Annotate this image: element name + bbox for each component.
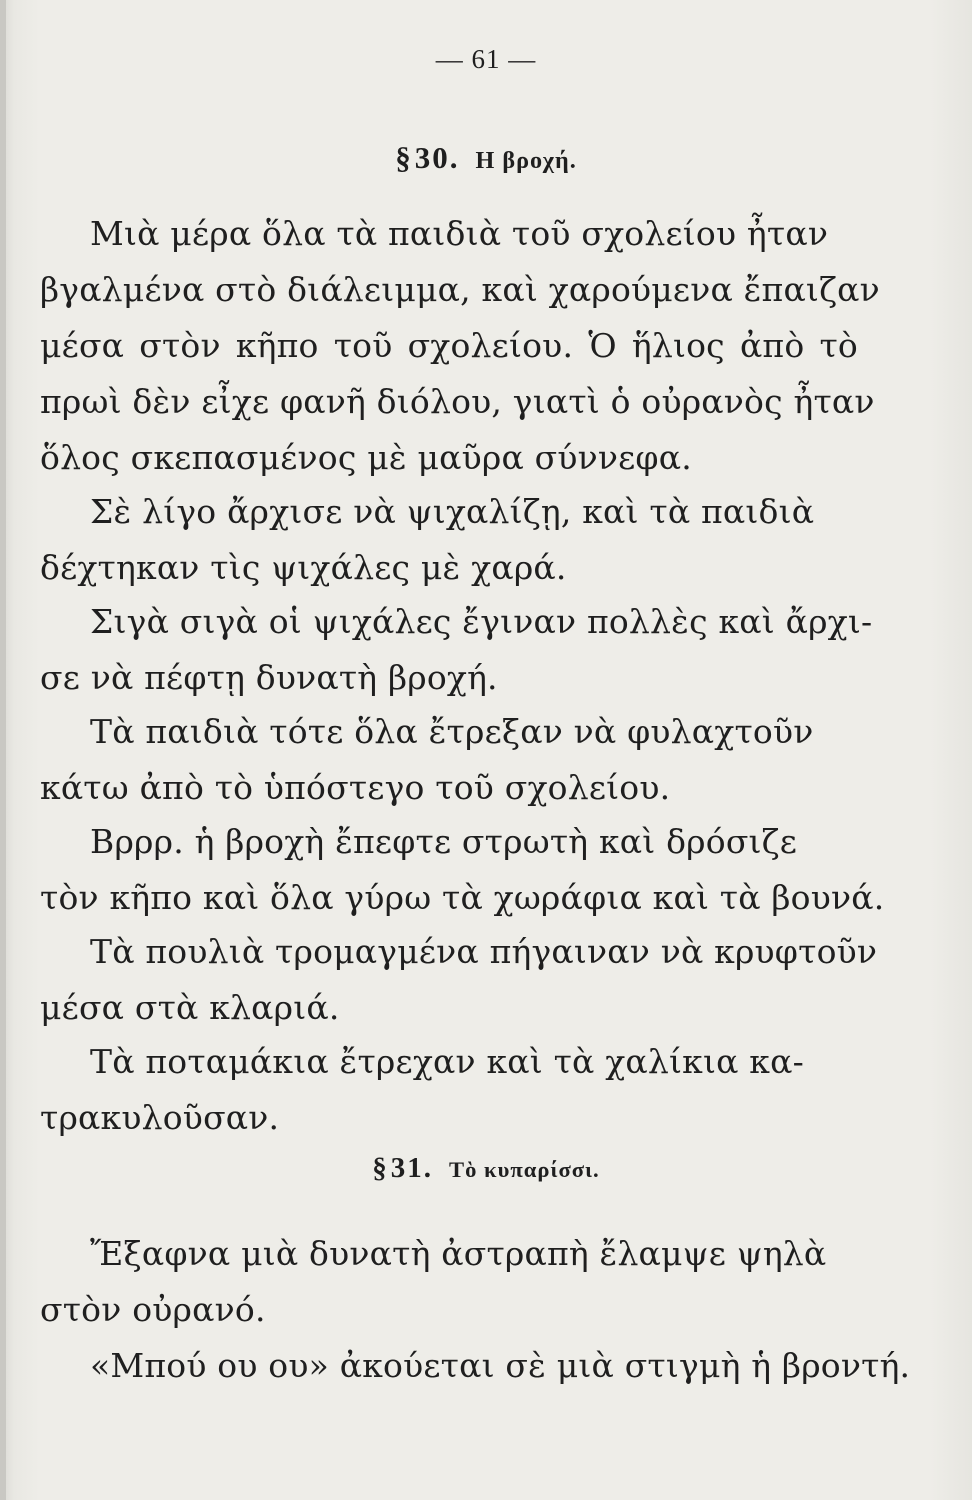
paragraph-line: στὸν οὐρανό. (40, 1290, 266, 1329)
paragraph-line: Ἔξαφνα μιὰ δυνατὴ ἀστραπὴ ἔλαμψε ψηλὰ (90, 1234, 827, 1273)
paragraph-line: Τὰ πουλιὰ τρομαγμένα πήγαιναν νὰ κρυφτοῦν (90, 932, 878, 971)
paragraph-line: ὅλος σκεπασμένος μὲ μαῦρα σύννεφα. (40, 438, 692, 477)
paragraph-line: Σὲ λίγο ἄρχισε νὰ ψιχαλίζῃ, καὶ τὰ παιδιὰ (90, 492, 815, 531)
section-number: 31. (390, 1152, 434, 1184)
paragraph-line: Τὰ ποταμάκια ἔτρεχαν καὶ τὰ χαλίκια κα- (90, 1042, 804, 1081)
paragraph-line: δέχτηκαν τὶς ψιχάλες μὲ χαρά. (40, 548, 567, 587)
section-heading-31 (0, 1152, 972, 1185)
paragraph-line: μέσα στὰ κλαριά. (40, 988, 340, 1027)
page-number: — 61 — (435, 44, 537, 74)
paragraph-line: κάτω ἀπὸ τὸ ὑπόστεγο τοῦ σχολείου. (40, 768, 671, 807)
section-symbol: § (395, 140, 411, 175)
paragraph-line: τρακυλοῦσαν. (40, 1098, 280, 1137)
paragraph-line: μέσα στὸν κῆπο τοῦ σχολείου. Ὁ ἥλιος ἀπὸ τὸ (40, 326, 858, 365)
paragraph-line: πρωὶ δὲν εἶχε φανῆ διόλου, γιατὶ ὁ οὐρανὸς ἦταν (40, 382, 875, 421)
paragraph-line: «Μπού ου ου» ἀκούεται σὲ μιὰ στιγμὴ ἡ βροντή. (90, 1346, 911, 1385)
paragraph-line: βγαλμένα στὸ διάλειμμα, καὶ χαρούμενα ἔπαιζαν (40, 270, 880, 309)
paragraph-line: Τὰ παιδιὰ τότε ὅλα ἔτρεξαν νὰ φυλαχτοῦν (90, 712, 814, 751)
paragraph-line: Μιὰ μέρα ὅλα τὰ παιδιὰ τοῦ σχολείου ἦταν (90, 214, 829, 253)
section-heading-30 (0, 140, 972, 176)
paragraph-line: Σιγὰ σιγὰ οἱ ψιχάλες ἔγιναν πολλὲς καὶ ἄρχι- (90, 602, 873, 641)
section-title: Η βροχή. (475, 147, 577, 174)
section-title: Τὸ κυπαρίσσι. (449, 1157, 600, 1182)
page-binding-edge (0, 0, 6, 1500)
section-symbol: § (372, 1152, 387, 1184)
paragraph-line: σε νὰ πέφτῃ δυνατὴ βροχή. (40, 658, 498, 697)
paragraph-line: τὸν κῆπο καὶ ὅλα γύρω τὰ χωράφια καὶ τὰ βουνά. (40, 878, 885, 917)
section-number: 30. (414, 140, 460, 175)
paragraph-line: Βρρρ. ἡ βροχὴ ἔπεφτε στρωτὴ καὶ δρόσιζε (90, 822, 798, 861)
